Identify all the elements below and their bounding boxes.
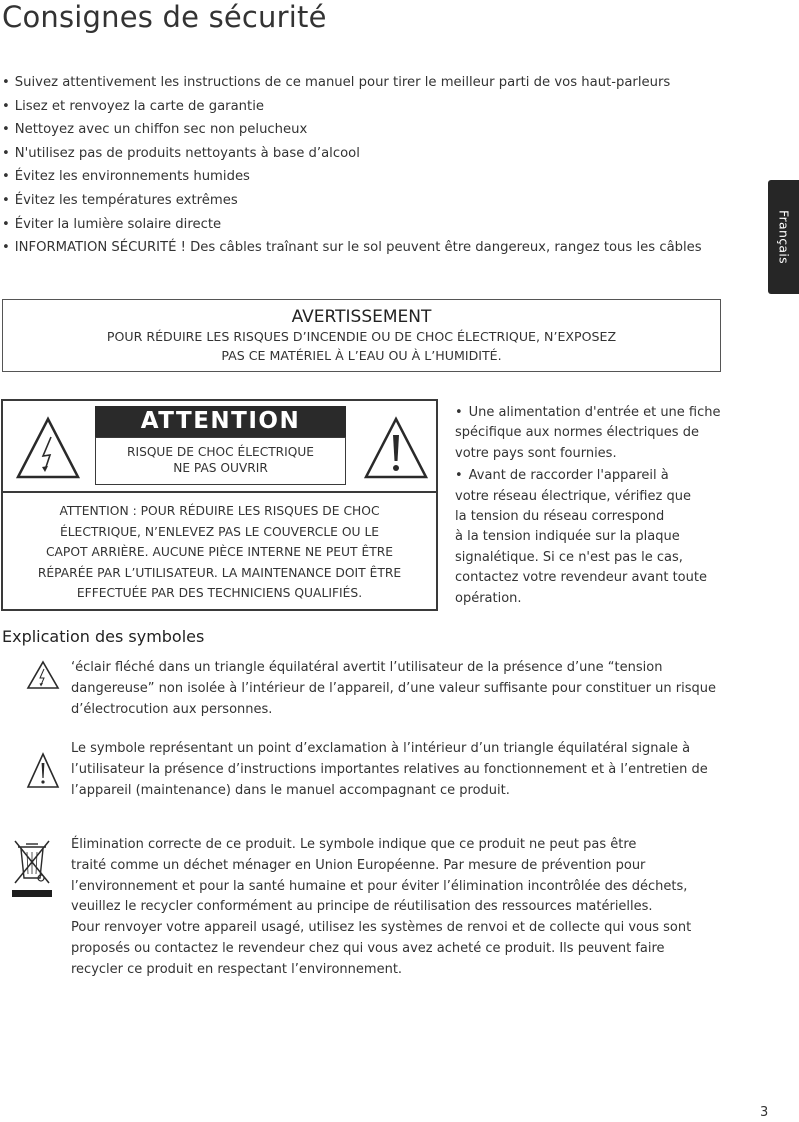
exclamation-triangle-icon — [363, 415, 429, 481]
language-tab-label: Français — [776, 210, 791, 264]
attention-body-line: RÉPARÉE PAR L’UTILISATEUR. LA MAINTENANCE DOIT ÊTRE — [37, 565, 402, 580]
note-line: Avant de raccorder l'appareil à — [468, 468, 669, 484]
crossed-out-bin-icon — [12, 838, 52, 900]
note-line: votre pays sont fournies. — [455, 445, 617, 461]
explanation-line: l’environnement et pour la santé humaine et pour éviter l’élimination incontrôlée des déchets, — [71, 878, 688, 894]
weee-explanation — [71, 835, 731, 981]
lightning-triangle-icon — [15, 415, 81, 481]
warning-line: POUR RÉDUIRE LES RISQUES D’INCENDIE OU DE CHOC ÉLECTRIQUE, N’EXPOSEZ — [106, 329, 617, 344]
note-line: à la tension indiquée sur la plaque — [455, 529, 680, 545]
explanation-line: recycler ce produit en respectant l’environnement. — [71, 961, 403, 977]
warning-line: PAS CE MATÉRIEL À L’EAU OU À L’HUMIDITÉ. — [221, 348, 502, 363]
list-item: • Lisez et renvoyez la carte de garantie — [2, 95, 742, 119]
attention-header: ATTENTION — [95, 406, 346, 437]
explanation-line: l’utilisateur la présence d’instructions importantes relatives au fonctionnement et à l’entretien de — [71, 761, 708, 777]
explanation-line: ‘éclair fléché dans un triangle équilatéral avertit l’utilisateur de la présence d’une “tension — [71, 660, 663, 675]
list-item: • Évitez les environnements humides — [2, 165, 742, 189]
attention-body-line: ATTENTION : POUR RÉDUIRE LES RISQUES DE CHOC — [59, 504, 380, 518]
divider — [3, 491, 436, 493]
exclamation-explanation — [71, 739, 731, 801]
note-line: opération. — [455, 590, 522, 606]
note-line: contactez votre revendeur avant toute — [455, 570, 707, 586]
explanation-line: l’appareil (maintenance) dans le manuel accompagnant ce produit. — [71, 782, 510, 798]
explanation-line: veuillez le recycler conformément au principe de réutilisation des ressources matérielles. — [71, 899, 653, 915]
explanation-line: proposés ou contactez le revendeur chez qui vous avez acheté ce produit. Ils peuvent faire — [71, 940, 665, 956]
page-title: Consignes de sécurité — [2, 0, 327, 34]
attention-label — [1, 399, 438, 611]
warning-title: AVERTISSEMENT — [291, 307, 432, 327]
lightning-symbol-icon — [26, 660, 60, 690]
note-line: votre réseau électrique, vérifiez que — [455, 488, 691, 504]
explanation-line: traité comme un déchet ménager en Union Européenne. Par mesure de prévention pour — [71, 857, 646, 873]
exclamation-symbol-icon — [26, 752, 60, 790]
lightning-explanation — [71, 658, 731, 720]
explanation-line: Élimination correcte de ce produit. Le symbole indique que ce produit ne peut pas être — [71, 837, 637, 852]
list-item — [455, 466, 730, 609]
list-item: • Éviter la lumière solaire directe — [2, 213, 742, 237]
list-item: • N'utilisez pas de produits nettoyants à base d’alcool — [2, 142, 742, 166]
symbols-heading: Explication des symboles — [2, 627, 205, 646]
warning-box — [2, 299, 721, 372]
power-notes-list — [455, 403, 730, 611]
attention-body-line: EFFECTUÉE PAR DES TECHNICIENS QUALIFIÉS. — [76, 586, 363, 601]
list-item: • INFORMATION SÉCURITÉ ! Des câbles traînant sur le sol peuvent être dangereux, rangez tous les câbles — [2, 236, 742, 260]
explanation-line: d’électrocution aux personnes. — [71, 701, 273, 717]
explanation-line: Pour renvoyer votre appareil usagé, utilisez les systèmes de renvoi et de collecte qui vous sont — [71, 920, 692, 936]
list-item: • Évitez les températures extrêmes — [2, 189, 742, 213]
explanation-line: dangereuse” non isolée à l’intérieur de l’appareil, d’une valeur suffisante pour constituer un risque — [71, 680, 717, 696]
note-line: la tension du réseau correspond — [455, 509, 665, 525]
attention-sub-line: RISQUE DE CHOC ÉLECTRIQUE — [127, 445, 314, 459]
attention-body-line: CAPOT ARRIÈRE. AUCUNE PIÈCE INTERNE NE PEUT ÊTRE — [45, 545, 394, 560]
page-number: 3 — [760, 1105, 769, 1120]
list-item: • Nettoyez avec un chiffon sec non pelucheux — [2, 118, 742, 142]
list-item: • Suivez attentivement les instructions de ce manuel pour tirer le meilleur parti de vos haut-parleurs — [2, 71, 742, 95]
attention-body-line: ÉLECTRIQUE, N’ENLEVEZ PAS LE COUVERCLE OU LE — [59, 524, 380, 539]
language-tab[interactable] — [768, 180, 799, 294]
attention-body — [7, 501, 432, 604]
safety-instructions-list — [2, 71, 742, 260]
explanation-line: Le symbole représentant un point d’exclamation à l’intérieur d’un triangle équilatéral signale à — [71, 741, 691, 756]
note-line: Une alimentation d'entrée et une fiche — [468, 405, 721, 420]
attention-subtitle — [95, 437, 346, 485]
attention-sub-line: NE PAS OUVRIR — [173, 461, 268, 475]
list-item — [455, 403, 730, 464]
note-line: spécifique aux normes électriques de — [455, 425, 699, 441]
note-line: signalétique. Si ce n'est pas le cas, — [455, 549, 683, 565]
